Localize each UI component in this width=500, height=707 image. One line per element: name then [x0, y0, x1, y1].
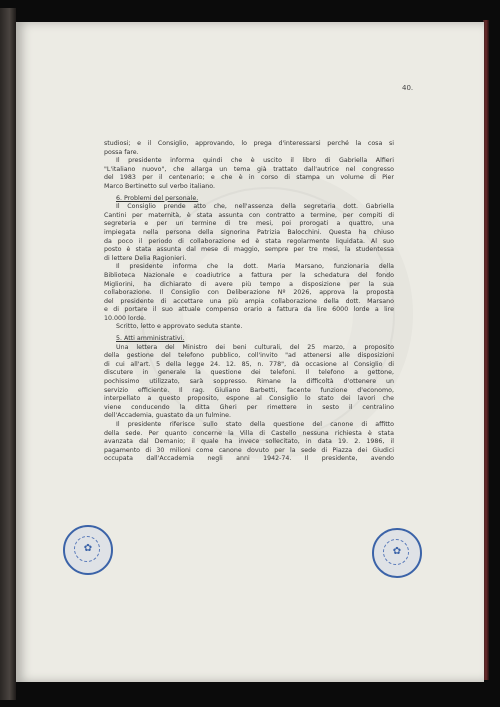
text-line: avanzata dal Demanio; il quale ha invece sollecitato, in data 19. 2. 1986, il: [104, 438, 394, 446]
text-line: Il presidente riferisce sullo stato della questione del canone di affitto: [116, 421, 394, 428]
body-text: [104, 140, 394, 464]
text-line: di cui all'art. 5 della legge 24. 12. 85, n. 778", dà occasione al Consiglio di: [104, 360, 394, 368]
text-line: della sede. Per quanto concerne la Villa di Castello nessuna richiesta è stata: [104, 429, 394, 437]
text-line: discutere in generale la questione dei telefoni. Il telefono a gettone,: [104, 369, 394, 377]
text-line: Il Consiglio prende atto che, nell'assenza della segretaria dott. Gabriella: [116, 203, 394, 211]
text-line: 10.000 lorde.: [104, 314, 146, 322]
text-line: pochissimo utilizzato, sarà soppresso. Rimane la difficoltà d'ottenere un: [104, 378, 394, 386]
stamp-seal-right: [372, 528, 422, 578]
text-line: posto è stata assunta dal mese di maggio, sempre per tre mesi, la studentessa: [104, 246, 394, 254]
text-line: dell'Accademia, guastato da un fulmine.: [104, 412, 232, 420]
text-line: di lettere Delia Ragionieri.: [104, 254, 187, 262]
text-line: impiegata nella persona della signorina Patrizia Balocchini. Questa ha chiuso: [104, 228, 394, 236]
text-line: occupata dall'Accademia negli anni 1942-74. Il presidente, avendo: [104, 455, 394, 463]
text-line: del 1983 per il centenario; e che è in corso di stampa un volume di Pier: [104, 174, 394, 182]
seal-icon: ✿: [392, 546, 402, 557]
text-line: servizio efficiente. Il rag. Giuliano Barbetti, facente funzione d'economo,: [104, 386, 394, 394]
text-line: collaborazione. Il Consiglio con Deliberazione Nº 2026, approva la proposta: [104, 289, 394, 297]
page-number: 40.: [402, 84, 414, 92]
text-line: Cantini per maternità, è stata assunta con contratto a termine, per compiti di: [104, 211, 394, 219]
stamp-seal-left: [63, 525, 113, 575]
text-line: della gestione del telefono pubblico, coll'invito "ad attenersi alle disposizioni: [104, 352, 394, 360]
text-line: "L'italiano nuovo", che allarga un tema già trattato dall'autrice nel congresso: [104, 165, 394, 173]
text-line: Il presidente informa quindi che è uscito il libro di Gabriella Alfieri: [116, 157, 394, 165]
text-line: Biblioteca Nazionale e coadiutrice a fattura per la schedatura del fondo: [104, 271, 394, 279]
text-line: Il presidente informa che la dott. Maria Marsano, funzionaria della: [116, 263, 394, 271]
text-line: possa fare.: [104, 148, 139, 156]
text-line: Scritto, letto e approvato seduta stante.: [116, 323, 243, 331]
text-line: del presidente di accettare una più ampia collaborazione della dott. Marsano: [104, 297, 394, 305]
text-line: Marco Bertinetto sul verbo italiano.: [104, 182, 215, 190]
text-line: studiosi; e il Consiglio, approvando, lo prega d'interessarsi perché la cosa si: [104, 140, 394, 147]
text-line: viene conducendo la ditta Gheri per rimettere in sesto il centralino: [104, 403, 394, 411]
text-line: segreteria e per un termine di tre mesi, poi prorogati a quattro, una: [104, 220, 394, 228]
seal-icon: ✿: [83, 543, 93, 554]
book-binding: [0, 8, 16, 700]
text-line: da poco il periodo di collaborazione ed è stata regolarmente liquidata. Al suo: [104, 237, 394, 245]
text-line: Una lettera del Ministro dei beni culturali, del 25 marzo, a proposito: [116, 343, 394, 351]
section-heading: 6. Problemi del personale.: [116, 194, 199, 202]
section-heading: 5. Atti amministrativi.: [116, 335, 185, 343]
text-line: pagamento di 30 milioni come canone dovuto per la sede di Piazza dei Giudici: [104, 446, 394, 454]
text-line: Migliorini, ha dichiarato di avere più tempo a disposizione per la sua: [104, 280, 394, 288]
text-line: interpellato a questo proposito, espone al Consiglio lo stato dei lavori che: [104, 395, 394, 403]
text-line: e di portare il suo attuale compenso orario a fattura da lire 6000 lorde a lire: [104, 306, 394, 314]
